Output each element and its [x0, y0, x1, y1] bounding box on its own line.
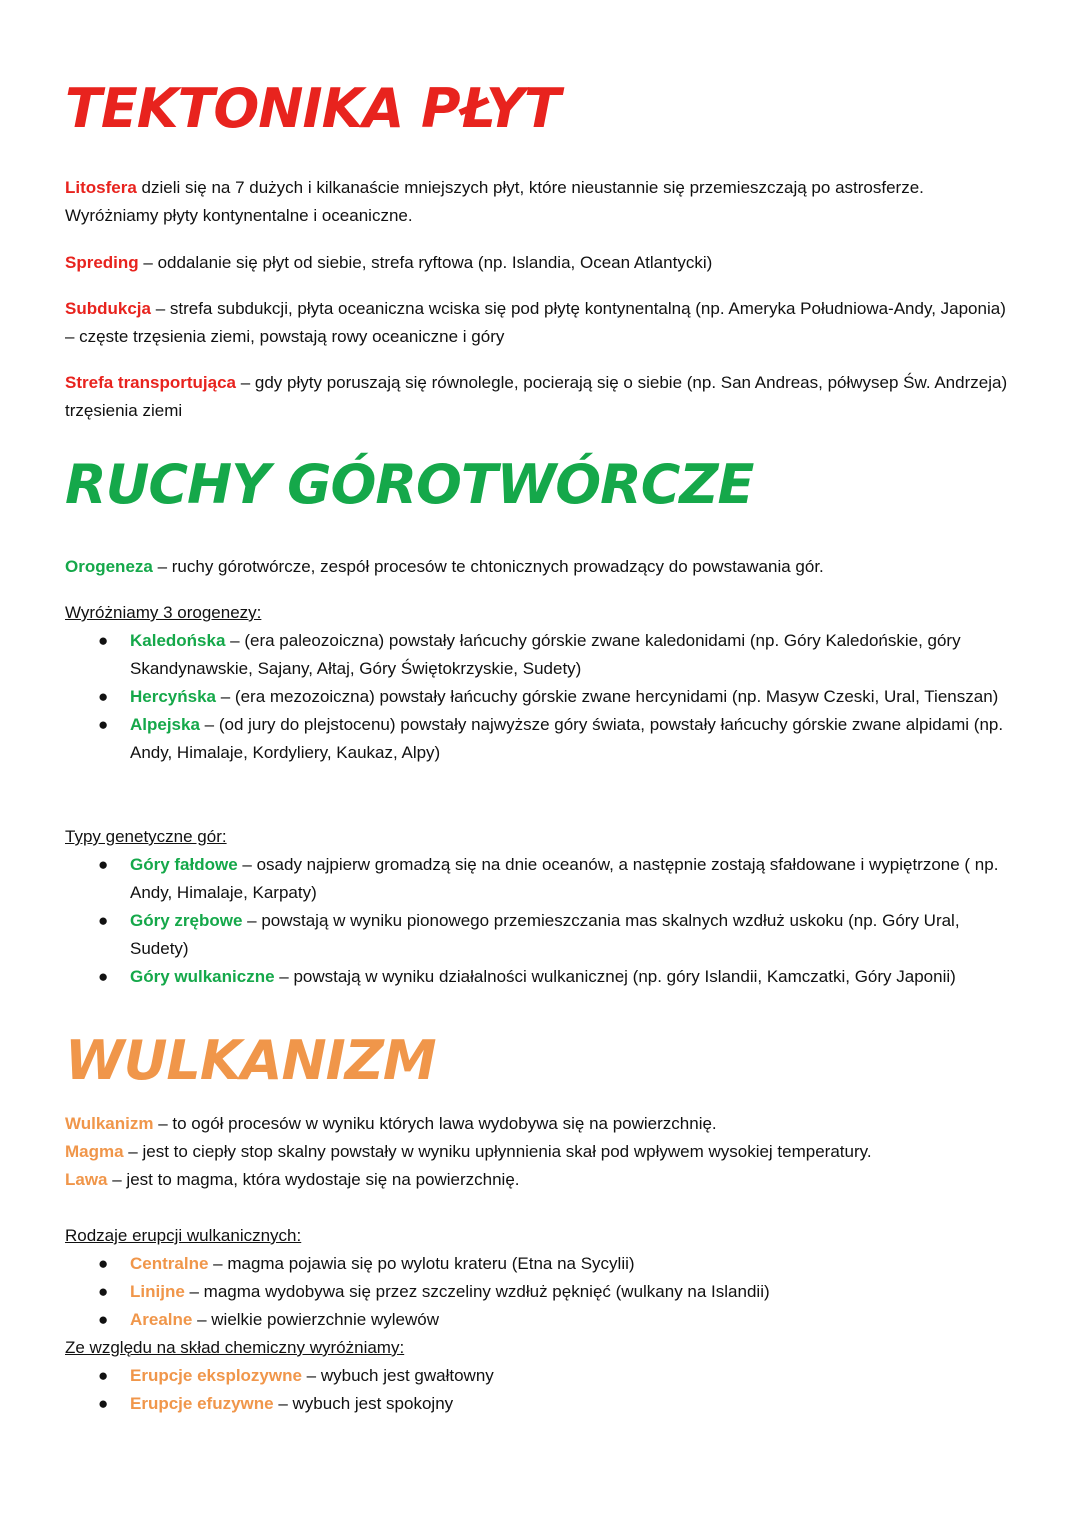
- heading-wulkanizm: WULKANIZM: [65, 1029, 436, 1092]
- list-item: [65, 1278, 1020, 1306]
- definition-text: – jest to ciepły stop skalny powstały w wyniku upłynnienia skał pod wpływem wysokiej temperatury.: [123, 1142, 872, 1161]
- item-text: – (era paleozoiczna) powstały łańcuchy górskie zwane kaledonidami (np. Góry Kaledońskie, góry Skandynawskie, Sajany, Ałtaj, Góry Świętokrzyskie, Sudety): [130, 631, 961, 678]
- item-text: – magma wydobywa się przez szczeliny wzdłuż pęknięć (wulkany na Islandii): [184, 1282, 770, 1301]
- definition-text: dzieli się na 7 dużych i kilkanaście mniejszych płyt, które nieustannie się przemieszczają po astrosferze. Wyróżniamy płyty kontynentalne i oceaniczne.: [65, 178, 924, 225]
- term-lawa: Lawa: [65, 1170, 108, 1189]
- heading-ruchy-gorotworcze: RUCHY GÓROTWÓRCZE: [65, 453, 754, 516]
- term-magma: Magma: [65, 1142, 124, 1161]
- bullet-icon: ●: [98, 855, 109, 874]
- paragraph-subdukcja: [65, 295, 1015, 351]
- bullet-icon: ●: [98, 631, 109, 650]
- term-strefa-transportujaca: Strefa transportująca: [65, 373, 236, 392]
- bullet-icon: ●: [98, 967, 109, 986]
- term-alpejska: Alpejska: [130, 715, 200, 734]
- bullet-icon: ●: [98, 1394, 109, 1413]
- list-orogenezy: [65, 627, 1020, 767]
- paragraph-litosfera: [65, 174, 1015, 230]
- paragraph-strefa-transportujaca: [65, 369, 1015, 425]
- term-subdukcja: Subdukcja: [65, 299, 151, 318]
- term-erupcje-efuzywne: Erupcje efuzywne: [130, 1394, 274, 1413]
- list-item: [65, 683, 1020, 711]
- list-item: [65, 1306, 1020, 1334]
- definition-text: – strefa subdukcji, płyta oceaniczna wciska się pod płytę kontynentalną (np. Ameryka Południowa-Andy, Japonia) – częste trzęsienia ziemi, powstają rowy oceaniczne i góry: [65, 299, 1006, 346]
- list-item: [65, 907, 1020, 963]
- item-text: – powstają w wyniku pionowego przemieszczania mas skalnych wzdłuż uskoku (np. Góry Ural, Sudety): [130, 911, 960, 958]
- bullet-icon: ●: [98, 1366, 109, 1385]
- item-text: – (od jury do plejstocenu) powstały najwyższe góry świata, powstały łańcuchy górskie zwane alpidami (np. Andy, Himalaje, Kordyliery, Kaukaz, Alpy): [130, 715, 1004, 762]
- list-item: [65, 627, 1020, 683]
- paragraph-orogeneza: [65, 553, 1015, 581]
- bullet-icon: ●: [98, 687, 109, 706]
- term-arealne: Arealne: [130, 1310, 193, 1329]
- definition-text: – jest to magma, która wydostaje się na powierzchnię.: [107, 1170, 520, 1189]
- bullet-icon: ●: [98, 1254, 109, 1273]
- paragraph-lawa: [65, 1166, 1015, 1194]
- list-sklad-chemiczny: [65, 1362, 1020, 1418]
- item-text: – wybuch jest spokojny: [273, 1394, 454, 1413]
- term-litosfera: Litosfera: [65, 178, 137, 197]
- term-gory-wulkaniczne: Góry wulkaniczne: [130, 967, 275, 986]
- list-typy-genetyczne: [65, 851, 1020, 991]
- term-orogeneza: Orogeneza: [65, 557, 153, 576]
- list-item: [65, 1390, 1020, 1418]
- term-wulkanizm: Wulkanizm: [65, 1114, 154, 1133]
- bullet-icon: ●: [98, 911, 109, 930]
- term-kaledonska: Kaledońska: [130, 631, 226, 650]
- term-spreding: Spreding: [65, 253, 139, 272]
- paragraph-spreding: [65, 249, 1015, 277]
- list-item: [65, 1250, 1020, 1278]
- item-text: – wybuch jest gwałtowny: [301, 1366, 494, 1385]
- heading-tektonika: TEKTONIKA PŁYT: [65, 77, 560, 140]
- term-centralne: Centralne: [130, 1254, 209, 1273]
- item-text: – magma pojawia się po wylotu krateru (Etna na Sycylii): [208, 1254, 635, 1273]
- list-item: [65, 851, 1020, 907]
- definition-text: – oddalanie się płyt od siebie, strefa ryftowa (np. Islandia, Ocean Atlantycki): [138, 253, 713, 272]
- subheading-sklad-chemiczny: Ze względu na skład chemiczny wyróżniamy:: [65, 1338, 405, 1357]
- subheading-rodzaje-erupcji: Rodzaje erupcji wulkanicznych:: [65, 1226, 302, 1245]
- item-text: – powstają w wyniku działalności wulkanicznej (np. góry Islandii, Kamczatki, Góry Japonii): [274, 967, 956, 986]
- subheading-orogenezy: Wyróżniamy 3 orogenezy:: [65, 603, 262, 622]
- paragraph-magma: [65, 1138, 1015, 1166]
- bullet-icon: ●: [98, 715, 109, 734]
- term-hercynska: Hercyńska: [130, 687, 217, 706]
- item-text: – (era mezozoiczna) powstały łańcuchy górskie zwane hercynidami (np. Masyw Czeski, Ural, Tienszan): [216, 687, 999, 706]
- term-gory-zrebowe: Góry zrębowe: [130, 911, 243, 930]
- bullet-icon: ●: [98, 1282, 109, 1301]
- term-linijne: Linijne: [130, 1282, 185, 1301]
- bullet-icon: ●: [98, 1310, 109, 1329]
- definition-text: – to ogół procesów w wyniku których lawa wydobywa się na powierzchnię.: [153, 1114, 717, 1133]
- subheading-typy-genetyczne: Typy genetyczne gór:: [65, 827, 227, 846]
- item-text: – wielkie powierzchnie wylewów: [192, 1310, 439, 1329]
- list-item: [65, 1362, 1020, 1390]
- list-rodzaje-erupcji: [65, 1250, 1020, 1334]
- item-text: – osady najpierw gromadzą się na dnie oceanów, a następnie zostają sfałdowane i wypiętrzone ( np. Andy, Himalaje, Karpaty): [130, 855, 999, 902]
- term-erupcje-eksplozywne: Erupcje eksplozywne: [130, 1366, 302, 1385]
- list-item: [65, 963, 1020, 991]
- list-item: [65, 711, 1020, 767]
- paragraph-wulkanizm: [65, 1110, 1015, 1138]
- definition-text: – ruchy górotwórcze, zespół procesów te chtonicznych prowadzący do powstawania gór.: [152, 557, 824, 576]
- definition-text: – gdy płyty poruszają się równolegle, pocierają się o siebie (np. San Andreas, półwysep Św. Andrzeja) trzęsienia ziemi: [65, 373, 1008, 420]
- term-gory-faldowe: Góry fałdowe: [130, 855, 238, 874]
